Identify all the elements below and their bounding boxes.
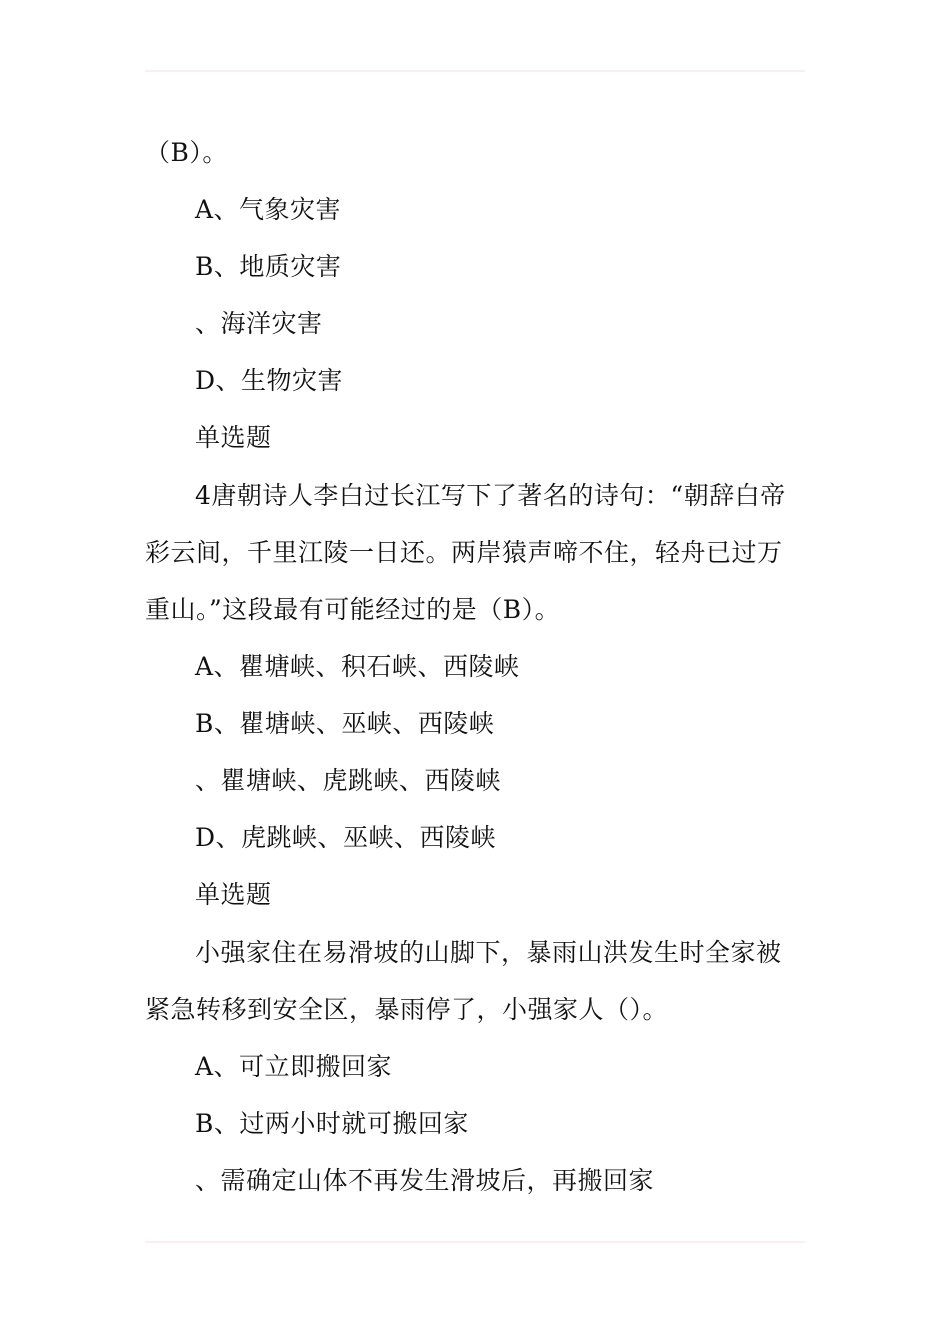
question-type-label: 单选题: [195, 423, 272, 452]
footer-rule: [145, 1241, 805, 1243]
option-a-q3: A、气象灾害: [195, 195, 342, 224]
option-c-q5: 、需确定山体不再发生滑坡后，再搬回家: [195, 1166, 655, 1195]
option-d-q4: D、虎跳峡、巫峡、西陵峡: [195, 823, 497, 852]
option-d-q3: D、生物灾害: [195, 366, 344, 395]
option-a-q4: A、瞿塘峡、积石峡、西陵峡: [195, 652, 520, 681]
answer-line-q3: （B）。: [145, 138, 228, 167]
option-a-q5: A、可立即搬回家: [195, 1052, 393, 1081]
header-rule: [145, 70, 805, 72]
question-4-line-3: 重山。”这段最有可能经过的是（B）。: [145, 595, 561, 624]
option-c-q4: 、瞿塘峡、虎跳峡、西陵峡: [195, 766, 502, 795]
option-b-q4: B、瞿塘峡、巫峡、西陵峡: [195, 709, 495, 738]
question-5-line-1: 小强家住在易滑坡的山脚下，暴雨山洪发生时全家被: [195, 938, 782, 967]
question-5-line-2: 紧急转移到安全区，暴雨停了，小强家人（）。: [145, 995, 669, 1024]
question-4-line-1: 4唐朝诗人李白过长江写下了著名的诗句：“朝辞白帝: [195, 481, 786, 510]
option-b-q3: B、地质灾害: [195, 252, 342, 281]
question-4-line-2: 彩云间，千里江陵一日还。两岸猿声啼不住，轻舟已过万: [145, 538, 783, 567]
question-type-label: 单选题: [195, 880, 272, 909]
option-c-q3: 、海洋灾害: [195, 309, 323, 338]
option-b-q5: B、过两小时就可搬回家: [195, 1109, 469, 1138]
